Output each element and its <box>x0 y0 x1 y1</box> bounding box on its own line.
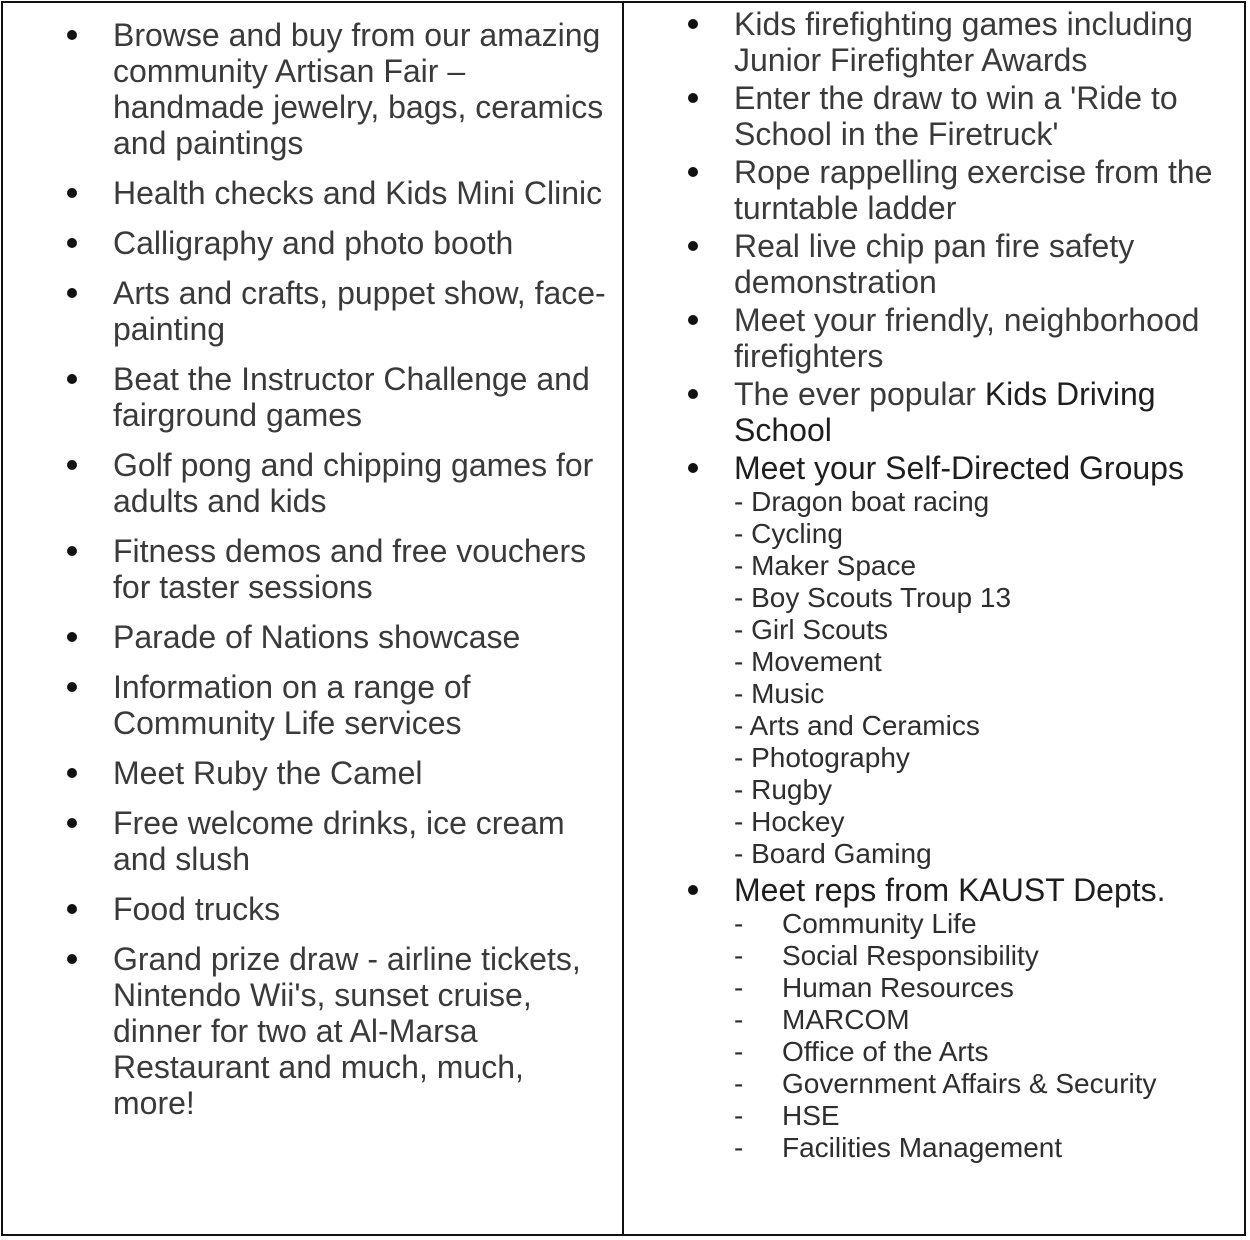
dash-marker: - <box>734 1132 744 1163</box>
dept-name: Human Resources <box>782 972 1014 1003</box>
list-item <box>3 941 622 1121</box>
bullet-icon <box>688 315 698 325</box>
groups-heading: Meet your Self-Directed Groups <box>734 450 1184 486</box>
dash-marker: - <box>734 1036 744 1067</box>
list-item-text: Golf pong and chipping games for adults and kids <box>113 447 594 519</box>
bullet-icon <box>67 188 77 198</box>
dept-item <box>734 908 1240 940</box>
bullet-icon <box>688 241 698 251</box>
groups-list <box>734 486 1240 870</box>
left-column <box>3 3 624 1234</box>
dept-item <box>734 972 1240 1004</box>
list-item-text: Rope rappelling exercise from the turntable ladder <box>734 154 1213 226</box>
list-item-text: Meet your friendly, neighborhood firefighters <box>734 302 1200 374</box>
kaust-depts <box>624 872 1244 1164</box>
right-bullet-list <box>624 3 1244 1164</box>
bullet-icon <box>67 954 77 964</box>
group-item: - Board Gaming <box>734 838 932 869</box>
group-item: - Music <box>734 678 825 709</box>
list-item-text: Parade of Nations showcase <box>113 619 521 655</box>
list-item <box>3 533 622 605</box>
depts-heading: Meet reps from KAUST Depts. <box>734 872 1166 908</box>
group-item: - Boy Scouts Troup 13 <box>734 582 1012 613</box>
list-item <box>624 6 1244 78</box>
dept-name: Social Responsibility <box>782 940 1039 971</box>
bullet-icon <box>67 904 77 914</box>
list-item <box>3 225 622 261</box>
dept-name: Government Affairs & Security <box>782 1068 1157 1099</box>
bullet-icon <box>67 30 77 40</box>
list-item-text: Arts and crafts, puppet show, face-painting <box>113 275 606 347</box>
list-item <box>624 302 1244 374</box>
bullet-icon <box>67 460 77 470</box>
list-item-text: Kids firefighting games including Junior Firefighter Awards <box>734 6 1193 78</box>
bullet-icon <box>67 768 77 778</box>
dept-name: MARCOM <box>782 1004 910 1035</box>
list-item-text: Information on a range of Community Life services <box>113 669 471 741</box>
bullet-icon <box>67 546 77 556</box>
list-item <box>624 80 1244 152</box>
group-item: - Photography <box>734 742 910 773</box>
dept-item <box>734 1068 1240 1100</box>
list-item-text: Real live chip pan fire safety demonstration <box>734 228 1135 300</box>
group-item: - Girl Scouts <box>734 614 889 645</box>
list-item <box>624 228 1244 300</box>
group-item: - Cycling <box>734 518 843 549</box>
list-item-text: Food trucks <box>113 891 281 927</box>
bullet-icon <box>688 463 698 473</box>
dash-marker: - <box>734 940 744 971</box>
bullet-icon <box>688 167 698 177</box>
kids-driving-highlight: Kids Driving School <box>734 376 1156 448</box>
list-item <box>624 154 1244 226</box>
bullet-icon <box>688 93 698 103</box>
dash-marker: - <box>734 972 744 1003</box>
dept-item <box>734 940 1240 972</box>
bullet-icon <box>67 374 77 384</box>
dash-marker: - <box>734 908 744 939</box>
list-item-text: Enter the draw to win a 'Ride to School in the Firetruck' <box>734 80 1178 152</box>
list-item-text: Health checks and Kids Mini Clinic <box>113 175 603 211</box>
dept-name: HSE <box>782 1100 840 1131</box>
dept-item <box>734 1036 1240 1068</box>
kids-driving-prefix: The ever popular <box>734 376 985 412</box>
dept-name: Facilities Management <box>782 1132 1063 1163</box>
group-item: - Maker Space <box>734 550 917 581</box>
group-item: - Dragon boat racing <box>734 486 990 517</box>
dash-marker: - <box>734 1100 744 1131</box>
list-item <box>3 17 622 161</box>
list-item <box>3 805 622 877</box>
bullet-icon <box>688 19 698 29</box>
bullet-icon <box>688 389 698 399</box>
list-item <box>3 619 622 655</box>
group-item: - Movement <box>734 646 882 677</box>
dash-marker: - <box>734 1004 744 1035</box>
bullet-icon <box>67 818 77 828</box>
group-item: - Arts and Ceramics <box>734 710 980 741</box>
right-column <box>624 3 1244 1234</box>
list-item <box>3 669 622 741</box>
bullet-icon <box>67 238 77 248</box>
list-item-text: Fitness demos and free vouchers for taster sessions <box>113 533 587 605</box>
bullet-icon <box>67 682 77 692</box>
dept-item <box>734 1004 1240 1036</box>
dept-item <box>734 1132 1240 1164</box>
events-table <box>1 1 1246 1236</box>
dept-name: Community Life <box>782 908 977 939</box>
list-item <box>3 891 622 927</box>
group-item: - Rugby <box>734 774 833 805</box>
list-item-text: Browse and buy from our amazing community Artisan Fair – handmade jewelry, bags, ceramics and paintings <box>113 17 604 161</box>
list-item-text: Calligraphy and photo booth <box>113 225 514 261</box>
dept-name: Office of the Arts <box>782 1036 989 1067</box>
list-item <box>3 275 622 347</box>
left-bullet-list <box>3 3 622 1121</box>
group-item: - Hockey <box>734 806 845 837</box>
list-item-text: Beat the Instructor Challenge and fairground games <box>113 361 590 433</box>
depts-list <box>734 908 1240 1164</box>
self-directed-groups <box>624 450 1244 870</box>
bullet-icon <box>67 288 77 298</box>
bullet-icon <box>67 632 77 642</box>
list-item <box>624 376 1244 448</box>
dash-marker: - <box>734 1068 744 1099</box>
list-item-text: Free welcome drinks, ice cream and slush <box>113 805 565 877</box>
list-item <box>3 755 622 791</box>
list-item <box>3 361 622 433</box>
list-item-text: Meet Ruby the Camel <box>113 755 423 791</box>
bullet-icon <box>688 885 698 895</box>
list-item <box>3 175 622 211</box>
list-item <box>3 447 622 519</box>
list-item-text: Grand prize draw - airline tickets, Nintendo Wii's, sunset cruise, dinner for two at Al-Marsa Restaurant and much, much, more! <box>113 941 581 1121</box>
dept-item <box>734 1100 1240 1132</box>
